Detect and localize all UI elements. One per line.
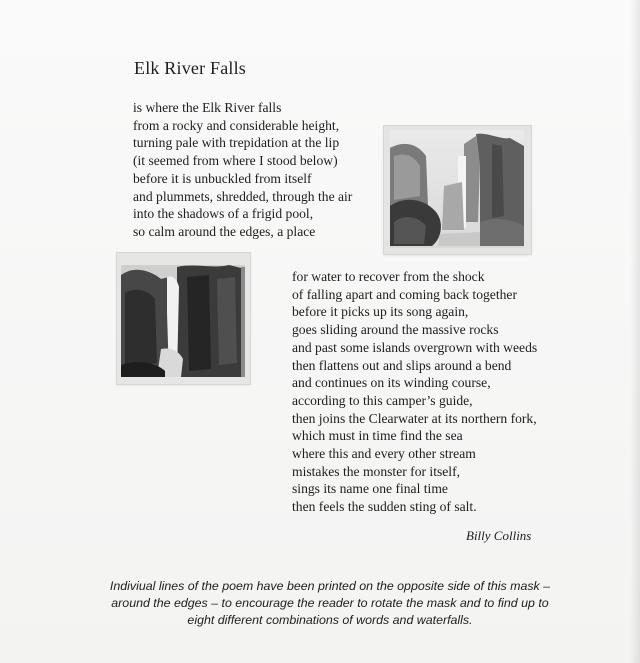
poem-author: Billy Collins — [466, 528, 532, 543]
mask-note — [80, 578, 580, 629]
poem-line: goes sliding around the massive rocks — [292, 322, 499, 338]
poem-line: then joins the Clearwater at its northern fork, — [292, 410, 537, 426]
poem-line: for water to recover from the shock — [292, 269, 485, 284]
note-line: around the edges – to encourage the reader to rotate the mask and to find up to — [111, 596, 549, 610]
poem-line: and continues on its winding course, — [292, 375, 491, 391]
poem-line: before it is unbuckled from itself — [133, 170, 312, 186]
poem-line: of falling apart and coming back together — [292, 286, 517, 302]
note-line: Indiviual lines of the poem have been printed on the opposite side of this mask – — [109, 579, 551, 593]
poem-stanza-1 — [133, 99, 352, 241]
poem-title: Elk River Falls — [134, 58, 246, 78]
poem-line: so calm around the edges, a place — [133, 223, 316, 239]
note-line: eight different combinations of words and waterfalls. — [187, 613, 473, 627]
poem-line: is where the Elk River falls — [133, 100, 282, 115]
poem-line: and past some islands overgrown with weeds — [292, 339, 538, 355]
poem-line: and plummets, shredded, through the air — [133, 188, 353, 204]
poem-line: turning pale with trepidation at the lip — [133, 135, 340, 151]
poem-line: into the shadows of a frigid pool, — [133, 206, 314, 222]
poem-line: according to this camper’s guide, — [292, 392, 473, 408]
poem-line: from a rocky and considerable height, — [133, 117, 340, 133]
poem-line: sings its name one final time — [292, 481, 448, 497]
poem-line: (it seemed from where I stood below) — [133, 153, 338, 169]
page-edge-shadow — [630, 0, 640, 663]
poem-line: where this and every other stream — [292, 446, 476, 462]
poem-line: then feels the sudden sting of salt. — [292, 499, 477, 515]
poem-line: before it picks up its song again, — [292, 304, 469, 320]
poem-stanza-2 — [292, 268, 537, 516]
waterfall-painting-2 — [117, 253, 250, 384]
waterfall-painting-1 — [384, 126, 531, 254]
poem-line: which must in time find the sea — [292, 428, 463, 444]
poem-line: then flattens out and slips around a bend — [292, 357, 512, 373]
poem-line: mistakes the monster for itself, — [292, 463, 460, 479]
